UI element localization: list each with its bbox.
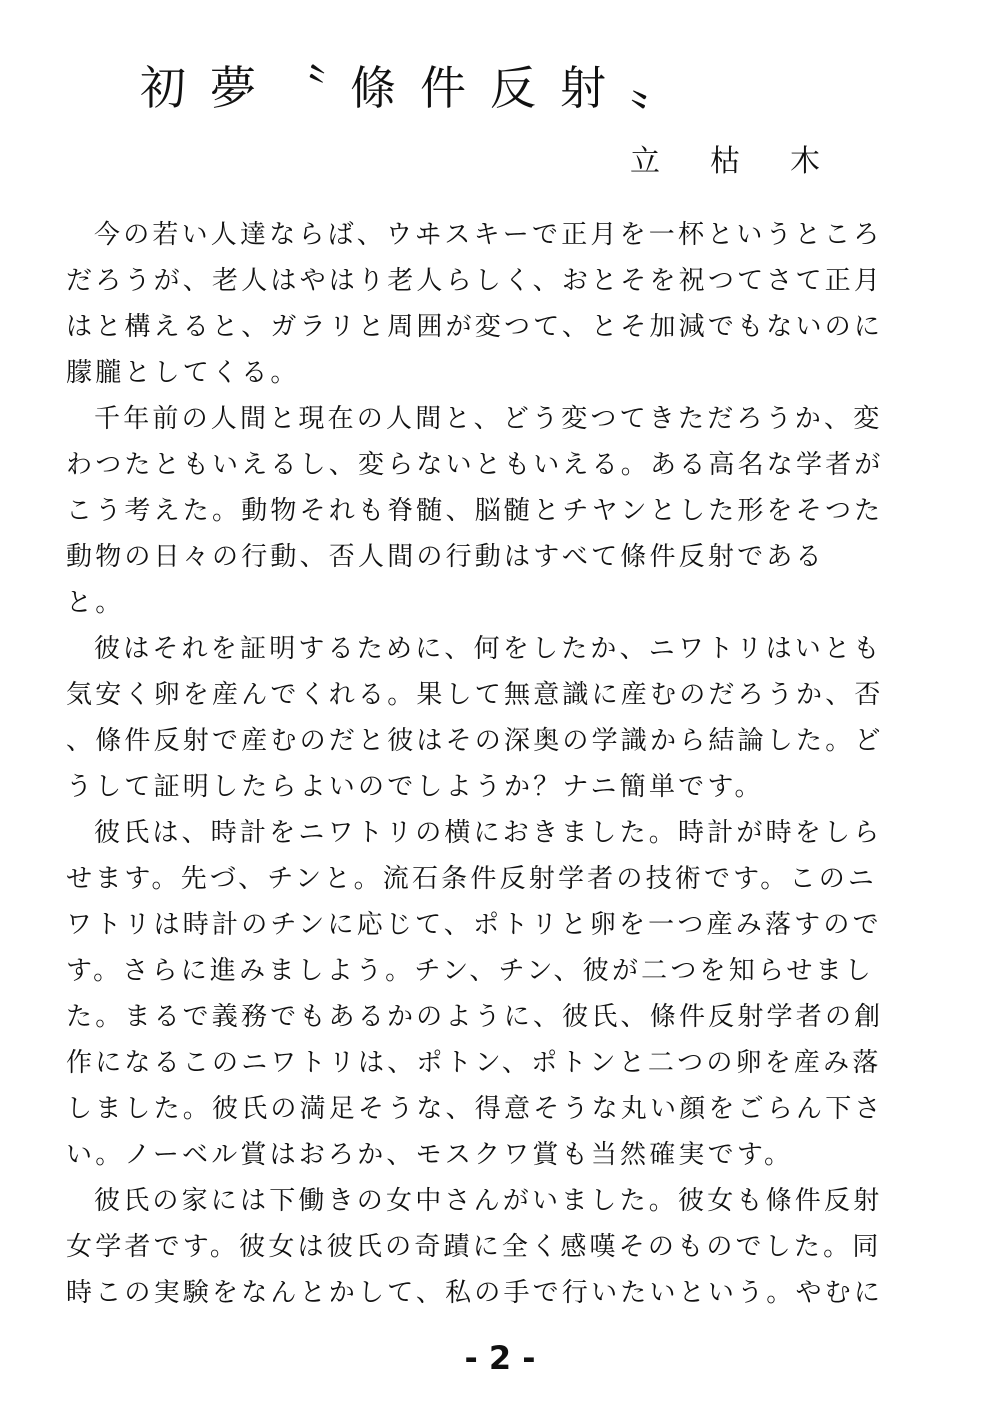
- text-line: わつたともいえるし、変らないともいえる。ある高名な学者が: [66, 450, 884, 480]
- text-line: と。: [66, 588, 125, 618]
- page-number: - 2 -: [464, 1339, 536, 1377]
- paragraph: [66, 626, 926, 810]
- text-line: はと構えると、ガラリと周囲が変つて、とそ加減でもないのに: [66, 312, 884, 342]
- text-line: 動物の日々の行動、否人間の行動はすべて條件反射である: [66, 542, 825, 572]
- text-line: だろうが、老人はやはり老人らしく、おとそを祝つてさて正月: [66, 266, 884, 296]
- text-line: こう考えた。動物それも脊髄、脳髄とチヤンとした形をそつた: [66, 496, 884, 526]
- text-line: 今の若い人達ならば、ウヰスキーで正月を一杯というところ: [94, 220, 883, 250]
- text-line: 彼はそれを証明するために、何をしたか、ニワトリはいとも: [94, 634, 883, 664]
- text-line: 時この実験をなんとかして、私の手で行いたいという。やむに: [66, 1278, 884, 1308]
- paragraph: [66, 396, 926, 626]
- text-line: た。まるで義務でもあるかのように、彼氏、條件反射学者の創: [66, 1002, 884, 1032]
- paragraph: [66, 212, 926, 396]
- text-line: す。さらに進みましよう。チン、チン、彼が二つを知らせまし: [66, 956, 874, 986]
- text-line: 、條件反射で産むのだと彼はその深奥の学識から結論した。ど: [66, 726, 884, 756]
- text-line: 朦朧としてくる。: [66, 358, 300, 388]
- text-line: しました。彼氏の満足そうな、得意そうな丸い顔をごらん下さ: [66, 1094, 884, 1124]
- text-line: 彼氏の家には下働きの女中さんがいました。彼女も條件反射: [94, 1186, 883, 1216]
- author-name: 立枯木: [630, 144, 870, 179]
- article-body: [66, 212, 926, 1316]
- article-title: 初夢〝條件反射〟: [140, 61, 700, 115]
- text-line: 気安く卵を産んでくれる。果して無意識に産むのだろうか、否: [66, 680, 884, 710]
- paragraph: [66, 1178, 926, 1316]
- text-line: 彼氏は、時計をニワトリの横におきました。時計が時をしら: [94, 818, 883, 848]
- text-line: うして証明したらよいのでしようか？ナニ簡単です。: [66, 772, 764, 802]
- text-line: い。ノーベル賞はおろか、モスクワ賞も当然確実です。: [66, 1140, 794, 1170]
- text-line: 作になるこのニワトリは、ポトン、ポトンと二つの卵を産み落: [66, 1048, 882, 1078]
- text-line: せます。先づ、チンと。流石条件反射学者の技術です。このニ: [66, 864, 878, 894]
- text-line: ワトリは時計のチンに応じて、ポトリと卵を一つ産み落すので: [66, 910, 882, 940]
- text-line: 千年前の人間と現在の人間と、どう変つてきただろうか、変: [94, 404, 883, 434]
- text-line: 女学者です。彼女は彼氏の奇蹟に全く感嘆そのものでした。同: [66, 1232, 882, 1262]
- paragraph: [66, 810, 926, 1178]
